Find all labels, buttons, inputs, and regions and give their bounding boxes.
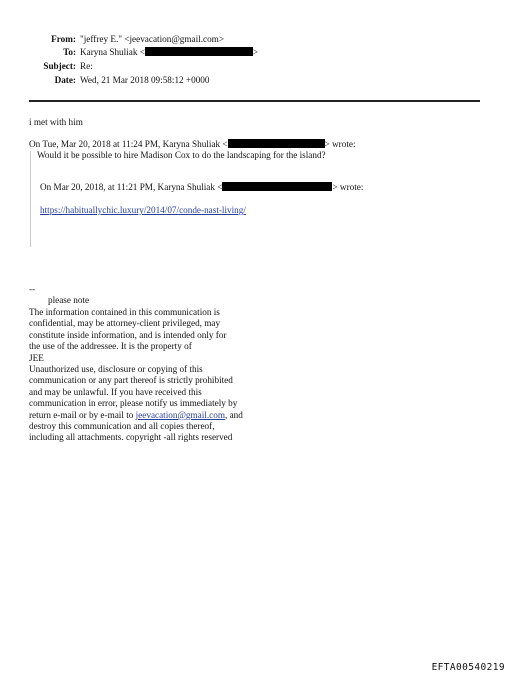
signature-line: JEE	[29, 352, 44, 363]
redaction-box	[145, 47, 253, 56]
subject-value: Re:	[80, 61, 93, 71]
document-id: EFTA00540219	[431, 662, 505, 673]
quote1-suffix: > wrote:	[324, 139, 356, 149]
reply-text: i met with him	[29, 117, 83, 127]
signature-dashes: --	[29, 284, 36, 294]
signature-email-link[interactable]: jeevacation@gmail.com	[135, 409, 225, 420]
quote2-attribution	[40, 182, 363, 192]
quote1-attribution	[29, 139, 356, 149]
quote2-link[interactable]: https://habituallychic.luxury/2014/07/conde-nast-living/	[40, 205, 246, 215]
quote2-suffix: > wrote:	[332, 182, 364, 192]
subject-label: Subject:	[43, 61, 76, 71]
signature-line: confidential, may be attorney-client privileged, may	[29, 318, 221, 329]
signature-line: including all attachments. copyright -all rights reserved	[29, 432, 233, 443]
quote2-prefix: On Mar 20, 2018, at 11:21 PM, Karyna Shuliak <	[40, 182, 223, 192]
date-value: Wed, 21 Mar 2018 09:58:12 +0000	[80, 75, 210, 85]
signature-line: and may be unlawful. If you have received this	[29, 386, 202, 397]
signature-line: communication or any part thereof is strictly prohibited	[29, 375, 233, 386]
header-divider	[29, 100, 480, 102]
header-to-row	[0, 47, 512, 59]
signature-please-note: please note	[48, 295, 90, 305]
signature-line: destroy this communication and all copies thereof,	[29, 421, 215, 432]
signature-line: Unauthorized use, disclosure or copying of this	[29, 364, 203, 375]
date-label: Date:	[54, 75, 76, 85]
to-value-suffix: >	[252, 47, 259, 57]
quote1-prefix: On Tue, Mar 20, 2018 at 11:24 PM, Karyna Shuliak <	[29, 139, 228, 149]
redaction-box	[222, 182, 332, 191]
from-value: "jeffrey E." <jeevacation@gmail.com>	[80, 34, 225, 44]
quote1-text: Would it be possible to hire Madison Cox to do the landscaping for the island?	[37, 150, 326, 160]
header-from-row	[0, 34, 512, 46]
signature-line: the use of the addressee. It is the property of	[29, 341, 192, 352]
to-value-prefix: Karyna Shuliak <	[80, 47, 145, 57]
to-value	[80, 47, 258, 57]
to-label: To:	[63, 47, 76, 57]
header-date-row	[0, 75, 512, 87]
line10-prefix: return e-mail or by e-mail to	[29, 409, 136, 420]
from-label: From:	[51, 34, 76, 44]
signature-block	[29, 284, 243, 444]
line10-suffix: , and	[224, 409, 243, 420]
quote1-bar	[30, 151, 31, 247]
signature-line: constitute inside information, and is intended only for	[29, 329, 227, 340]
signature-line	[29, 410, 243, 421]
header-subject-row	[0, 61, 512, 73]
redaction-box	[228, 139, 325, 148]
signature-line: communication in error, please notify us immediately by	[29, 398, 238, 409]
signature-line: The information contained in this communication is	[29, 307, 220, 317]
